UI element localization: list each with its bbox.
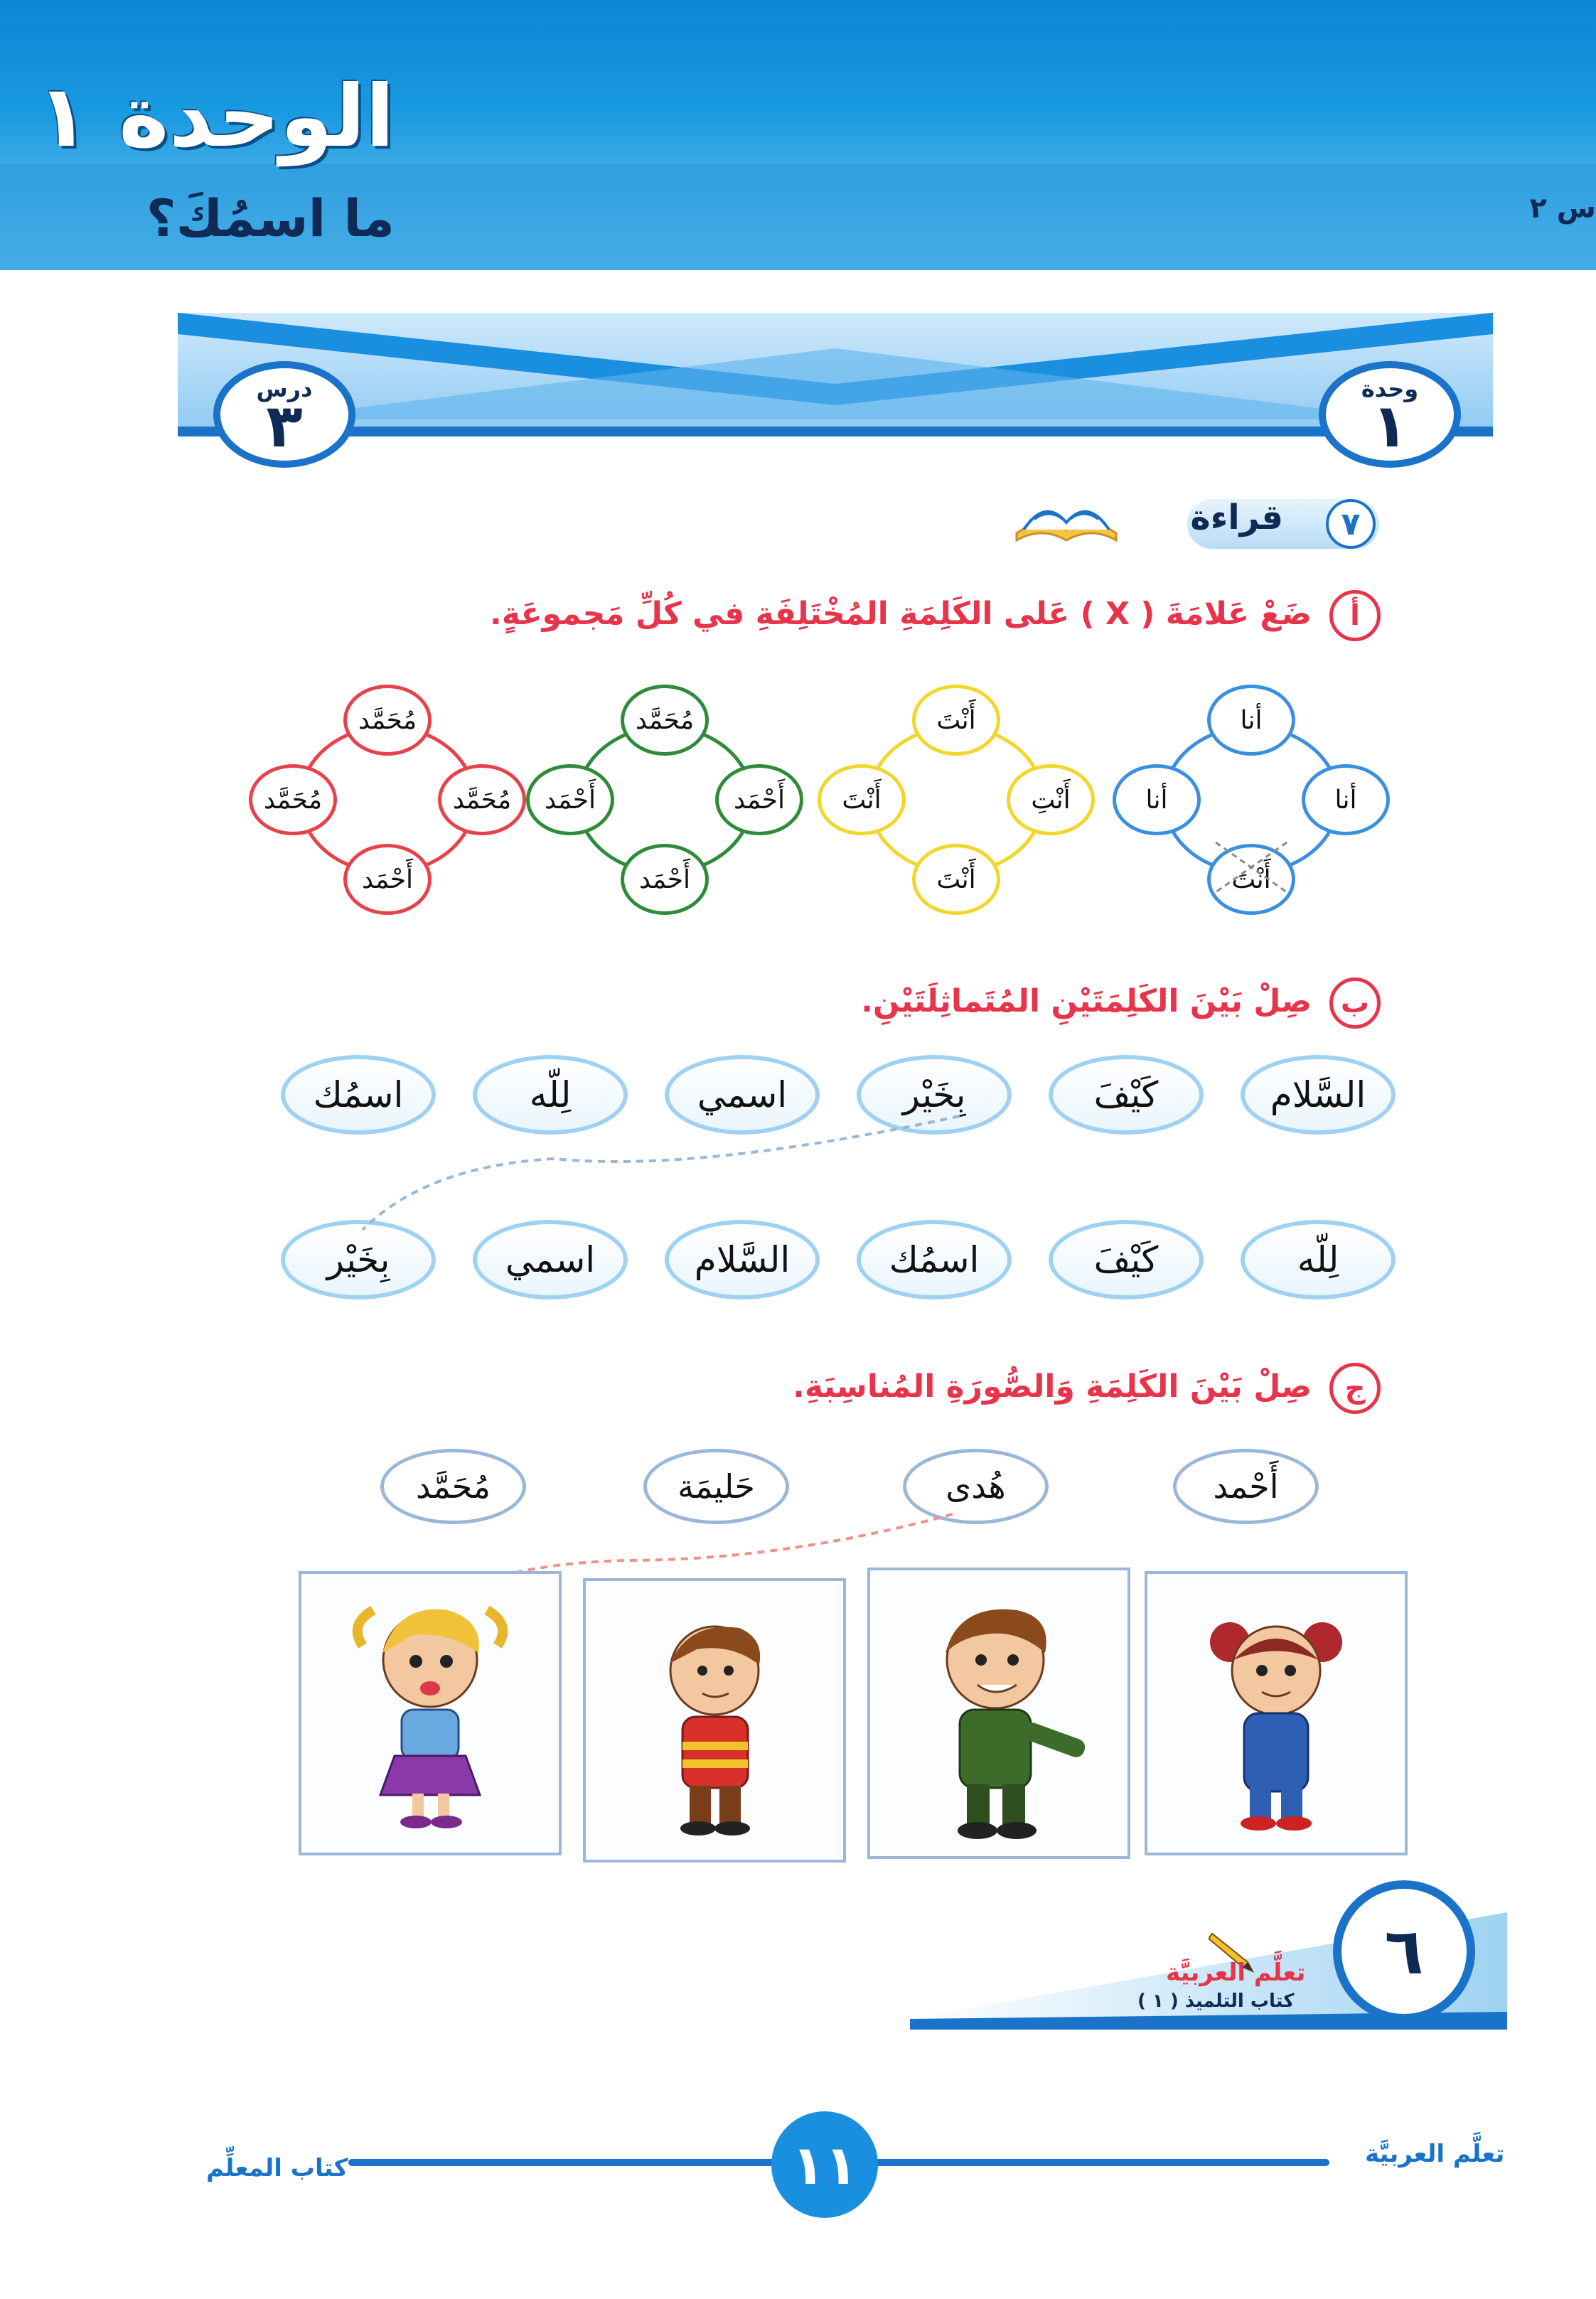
name-oval[interactable]: هُدى xyxy=(903,1449,1049,1524)
unit-badge-number: ١ xyxy=(1371,391,1408,461)
word-oval[interactable]: اسمي xyxy=(665,1055,820,1135)
group-word-top[interactable]: مُحَمَّد xyxy=(343,685,432,756)
exercise-b-instruction: صِلْ بَيْنَ الكَلِمَتَيْنِ المُتَماثِلَتَيْنِ. xyxy=(861,983,1312,1019)
section-number: ٧ xyxy=(1326,499,1376,549)
name-oval[interactable]: حَليمَة xyxy=(643,1449,789,1524)
group-word-bottom[interactable]: أَحْمَد xyxy=(621,844,709,915)
brand-title: تعلَّم العربيَّة xyxy=(1166,1958,1306,1987)
group-word-right[interactable]: أَنْتِ xyxy=(1007,764,1095,835)
name-oval[interactable]: مُحَمَّد xyxy=(380,1449,526,1524)
word-oval[interactable]: لِلّه xyxy=(473,1055,628,1135)
group-word-left[interactable]: مُحَمَّد xyxy=(249,764,337,835)
boy-green-character-icon xyxy=(874,1585,1123,1848)
group-word-right[interactable]: أنا xyxy=(1302,764,1390,835)
word-oval[interactable]: بِخَيْر xyxy=(281,1220,436,1299)
exercise-c-instruction: صِلْ بَيْنَ الكَلِمَةِ وَالصُّورَةِ المُناسِبَةِ. xyxy=(793,1368,1312,1405)
girl-blonde-character-icon xyxy=(306,1582,555,1838)
bottom-left-label: كتاب المعلِّم xyxy=(206,2154,348,2182)
page-number-badge: ٦ xyxy=(1333,1880,1475,2022)
word-oval[interactable]: السَّلام xyxy=(1241,1055,1396,1135)
word-oval[interactable]: كَيْفَ xyxy=(1049,1220,1204,1299)
word-oval[interactable]: اسمُك xyxy=(857,1220,1012,1299)
group-word-left[interactable]: أنا xyxy=(1113,764,1201,835)
book-page-number: ١١ xyxy=(771,2111,878,2218)
group-word-left[interactable]: أَنْتَ xyxy=(818,764,906,835)
exercise-b-letter: ب xyxy=(1329,977,1381,1029)
lesson-badge-label: درس xyxy=(256,375,313,402)
unit-title: الوحدة ١ xyxy=(36,68,395,166)
lesson-banner xyxy=(178,306,1493,462)
group-word-right[interactable]: أَحْمَد xyxy=(715,764,803,835)
word-oval[interactable]: لِلّه xyxy=(1241,1220,1396,1299)
lesson-badge-number: ٣ xyxy=(266,391,303,461)
name-oval[interactable]: أَحْمد xyxy=(1173,1449,1319,1524)
group-word-right[interactable]: مُحَمَّد xyxy=(438,764,526,835)
girl-character-icon xyxy=(1152,1592,1400,1841)
group-word-bottom[interactable]: أَحْمَد xyxy=(343,844,432,915)
word-oval[interactable]: السَّلام xyxy=(665,1220,820,1299)
brand-subtitle: كتاب التلميذ ( ١ ) xyxy=(1137,1990,1295,2012)
exercise-a-letter: أ xyxy=(1329,590,1381,641)
group-word-top[interactable]: أَنْتَ xyxy=(912,685,1000,756)
unit-badge-label: وحدة xyxy=(1361,375,1419,402)
group-word-left[interactable]: أَحْمَد xyxy=(526,764,614,835)
boy-red-character-icon xyxy=(590,1599,839,1848)
word-oval[interactable]: اسمي xyxy=(473,1220,628,1299)
lesson-title: ما اسمُكَ؟ xyxy=(146,188,395,248)
exercise-a-instruction: ضَعْ عَلامَةَ ( X ) عَلى الكَلِمَةِ المُخْتَلِفَةِ في كُلِّ مَجموعَةٍ. xyxy=(490,596,1312,632)
edge-lesson-label: س ٢ xyxy=(1529,192,1596,225)
word-oval[interactable]: كَيْفَ xyxy=(1049,1055,1204,1135)
exercise-c-letter: ج xyxy=(1329,1363,1381,1414)
group-word-top[interactable]: أنا xyxy=(1207,685,1295,756)
word-oval[interactable]: اسمُك xyxy=(281,1055,436,1135)
book-icon xyxy=(1009,491,1123,547)
group-word-bottom[interactable]: أَنْتَ xyxy=(912,844,1000,915)
cross-mark-icon xyxy=(1209,835,1294,899)
group-word-top[interactable]: مُحَمَّد xyxy=(621,685,709,756)
word-oval[interactable]: بِخَيْر xyxy=(857,1055,1012,1135)
group-word-bottom[interactable]: أَنْتَ xyxy=(1207,844,1295,915)
bottom-right-label: تعلَّم العربيَّة xyxy=(1365,2140,1505,2168)
section-title: قراءة xyxy=(1190,498,1283,537)
connector-line-b xyxy=(341,1109,981,1237)
